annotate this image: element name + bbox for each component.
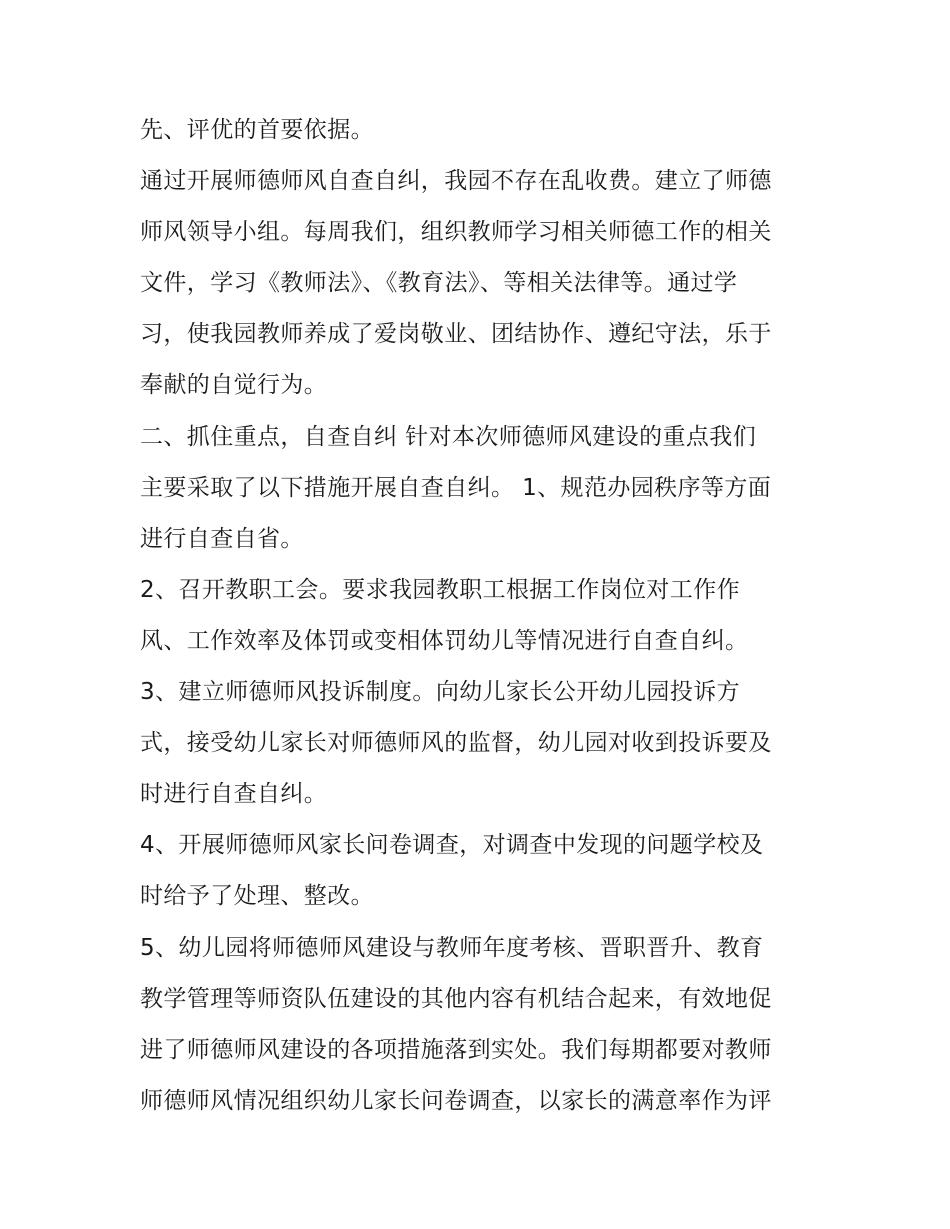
text-line: 习，使我园教师养成了爱岗敬业、团结协作、遵纪守法，乐于 [140, 321, 772, 348]
text-line: 师风领导小组。每周我们，组织教师学习相关师德工作的相关 [140, 219, 772, 246]
text-line: 进行自查自省。 [140, 525, 304, 552]
text-line: 式，接受幼儿家长对师德师风的监督，幼儿园对收到投诉要及 [140, 730, 772, 757]
text-line: 时进行自查自纠。 [140, 781, 328, 808]
text-line: 5、幼儿园将师德师风建设与教师年度考核、晋职晋升、教育 [140, 934, 764, 961]
text-line: 师德师风情况组织幼儿家长问卷调查，以家长的满意率作为评 [140, 1087, 772, 1114]
body-text [140, 108, 820, 1130]
text-line: 2、召开教职工会。要求我园教职工根据工作岗位对工作作 [140, 576, 741, 603]
text-line: 主要采取了以下措施开展自查自纠。 1、规范办园秩序等方面 [140, 474, 772, 501]
text-line: 教学管理等师资队伍建设的其他内容有机结合起来，有效地促 [140, 985, 772, 1012]
text-line: 奉献的自觉行为。 [140, 372, 328, 399]
text-line: 时给予了处理、整改。 [140, 883, 374, 910]
text-line: 二、抓住重点，自查自纠 针对本次师德师风建设的重点我们 [140, 423, 757, 450]
text-line: 通过开展师德师风自查自纠，我园不存在乱收费。建立了师德 [140, 168, 772, 195]
text-line: 进了师德师风建设的各项措施落到实处。我们每期都要对教师 [140, 1036, 772, 1063]
text-line: 4、开展师德师风家长问卷调查，对调查中发现的问题学校及 [140, 832, 764, 859]
text-line: 文件，学习《教师法》、《教育法》、等相关法律等。通过学 [140, 270, 738, 297]
text-line: 3、建立师德师风投诉制度。向幼儿家长公开幼儿园投诉方 [140, 679, 741, 706]
text-line: 先、评优的首要依据。 [140, 117, 374, 143]
text-line: 风、工作效率及体罚或变相体罚幼儿等情况进行自查自纠。 [140, 627, 749, 654]
